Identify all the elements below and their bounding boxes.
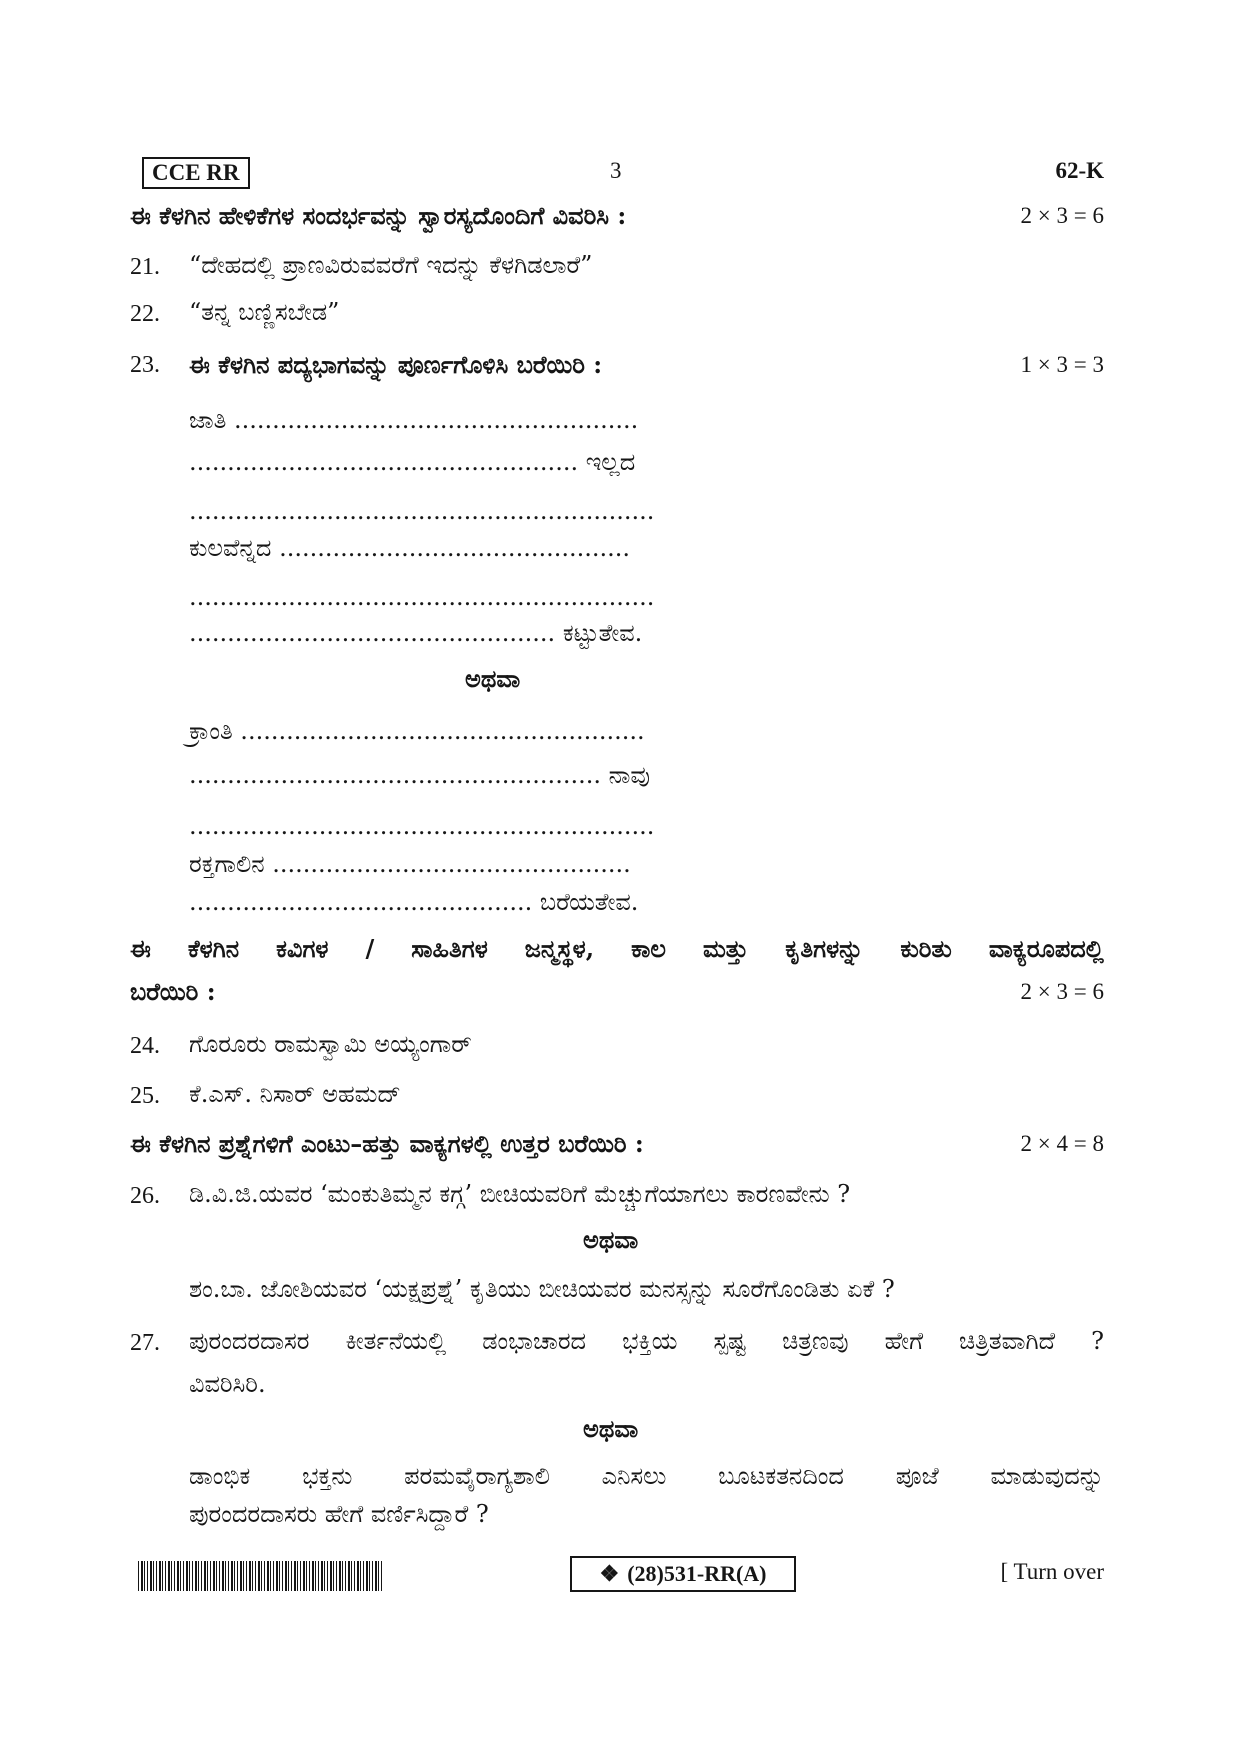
instruction-word: ಕೆಳಗಿನ bbox=[187, 934, 240, 963]
poem-line: ............................................................. bbox=[189, 812, 655, 840]
or-label: ಅಥವಾ bbox=[583, 1225, 639, 1254]
instruction-word: ಮತ್ತು bbox=[702, 934, 749, 963]
question-word: ಸ್ಪಷ್ಟ bbox=[713, 1327, 747, 1355]
question-text: ಕೆ.ಎಸ್. ನಿಸಾರ್ ಅಹಮದ್ bbox=[189, 1080, 401, 1108]
question-word: ಕೀರ್ತನೆಯಲ್ಲಿ bbox=[345, 1327, 447, 1355]
question-word: ಪರಮವೈರಾಗ್ಯಶಾಲಿ bbox=[404, 1462, 550, 1490]
question-number: 22. bbox=[130, 301, 160, 327]
question-word: ಹೇಗೆ bbox=[884, 1327, 924, 1355]
question-number: 26. bbox=[130, 1183, 160, 1209]
barcode bbox=[138, 1561, 382, 1591]
question-number: 23. bbox=[130, 352, 160, 378]
poem-line: ರಕ್ತಗಾಲಿನ ............................................... bbox=[189, 850, 631, 878]
question-alternative bbox=[189, 1462, 1104, 1490]
question-instruction: ಈ ಕೆಳಗಿನ ಪದ್ಯಭಾಗವನ್ನು ಪೂರ್ಣಗೊಳಿಸಿ ಬರೆಯಿರಿ : bbox=[189, 350, 603, 379]
question-word: ಡಾಂಭಿಕ bbox=[189, 1462, 251, 1490]
paper-code: 62-K bbox=[1055, 158, 1104, 183]
instruction-word: ಕುರಿತು bbox=[900, 934, 952, 963]
question-word: ಪುರಂದರದಾಸರ bbox=[189, 1327, 310, 1355]
question-text: “ದೇಹದಲ್ಲಿ ಪ್ರಾಣವಿರುವವರೆಗೆ ಇದನ್ನು ಕೆಳಗಿಡಲಾರೆ” bbox=[189, 251, 593, 279]
question-word: ಪೂಜೆ bbox=[895, 1462, 939, 1490]
question-word: ? bbox=[1091, 1327, 1104, 1355]
question-marks: 1 × 3 = 3 bbox=[1020, 352, 1104, 377]
instruction-word: ವಾಕ್ಯರೂಪದಲ್ಲಿ bbox=[988, 934, 1104, 963]
poem-line: ...................................................... ನಾವು bbox=[189, 761, 650, 789]
section-instruction bbox=[130, 934, 1104, 963]
section-instruction: ಈ ಕೆಳಗಿನ ಪ್ರಶ್ನೆಗಳಿಗೆ ಎಂಟು–ಹತ್ತು ವಾಕ್ಯಗಳಲ್ಲಿ ಉತ್ತರ ಬರೆಯಿರಿ : bbox=[130, 1129, 644, 1158]
instruction-word: ಕಾಲ bbox=[631, 934, 666, 963]
question-alternative-cont: ಪುರಂದರದಾಸರು ಹೇಗೆ ವರ್ಣಿಸಿದ್ದಾರೆ ? bbox=[189, 1500, 489, 1528]
question-text: ಡಿ.ವಿ.ಜಿ.ಯವರ ‘ಮಂಕುತಿಮ್ಮನ ಕಗ್ಗ’ ಬೀಚಿಯವರಿಗೆ ಮೆಚ್ಚುಗೆಯಾಗಲು ಕಾರಣವೇನು ? bbox=[189, 1180, 851, 1208]
question-text-cont: ವಿವರಿಸಿರಿ. bbox=[189, 1370, 266, 1398]
turn-over-label: [ Turn over bbox=[1000, 1559, 1104, 1584]
poem-line: ಜಾತಿ ..................................................... bbox=[189, 406, 639, 434]
question-alternative: ಶಂ.ಬಾ. ಜೋಶಿಯವರ ‘ಯಕ್ಷಪ್ರಶ್ನೆ’ ಕೃತಿಯು ಬೀಚಿಯವರ ಮನಸ್ಸನ್ನು ಸೂರೆಗೊಂಡಿತು ಏಕೆ ? bbox=[189, 1275, 895, 1303]
instruction-word: ಕವಿಗಳ bbox=[276, 934, 329, 963]
instruction-word: ಈ bbox=[130, 934, 151, 963]
question-number: 21. bbox=[130, 254, 160, 280]
instruction-word: ಜನ್ಮಸ್ಥಳ, bbox=[524, 934, 595, 963]
footer-code: (28)531-RR(A) bbox=[627, 1561, 767, 1586]
instruction-word: ಸಾಹಿತಿಗಳ bbox=[411, 934, 488, 963]
section-marks: 2 × 3 = 6 bbox=[1020, 203, 1104, 228]
question-number: 25. bbox=[130, 1083, 160, 1109]
question-number: 27. bbox=[130, 1330, 160, 1356]
question-word: ಚಿತ್ರಿತವಾಗಿದೆ bbox=[959, 1327, 1056, 1355]
poem-line: ............................................................. bbox=[189, 583, 655, 611]
question-word: ಭಕ್ತನು bbox=[302, 1462, 353, 1490]
page-number: 3 bbox=[610, 158, 622, 183]
or-label: ಅಥವಾ bbox=[465, 664, 521, 693]
footer-code-box bbox=[570, 1556, 796, 1592]
question-text bbox=[189, 1327, 1104, 1355]
question-text: ಗೊರೂರು ರಾಮಸ್ವಾಮಿ ಅಯ್ಯಂಗಾರ್ bbox=[189, 1030, 472, 1058]
poem-line: ಕುಲವೆನ್ನದ .............................................. bbox=[189, 534, 630, 562]
instruction-word: / bbox=[365, 934, 375, 963]
diamond-icon: ❖ bbox=[599, 1561, 620, 1586]
question-word: ಚಿತ್ರಣವು bbox=[782, 1327, 849, 1355]
section-instruction-cont: ಬರೆಯಿರಿ : bbox=[130, 977, 216, 1006]
section-marks: 2 × 4 = 8 bbox=[1020, 1131, 1104, 1156]
poem-line: ............................................................. bbox=[189, 497, 655, 525]
paper-type-box: CCE RR bbox=[142, 157, 250, 189]
or-label: ಅಥವಾ bbox=[583, 1414, 639, 1443]
poem-line: ಕ್ರಾಂತಿ ..................................................... bbox=[189, 717, 645, 745]
poem-line: ................................................ ಕಟ್ಟುತೇವ. bbox=[189, 619, 643, 647]
question-word: ಮಾಡುವುದನ್ನು bbox=[990, 1462, 1104, 1490]
question-number: 24. bbox=[130, 1033, 160, 1059]
question-word: ಎನಿಸಲು bbox=[601, 1462, 667, 1490]
question-word: ಡಂಭಾಚಾರದ bbox=[482, 1327, 587, 1355]
question-text: “ತನ್ನ ಬಣ್ಣಿಸಬೇಡ” bbox=[189, 298, 340, 326]
section-instruction: ಈ ಕೆಳಗಿನ ಹೇಳಿಕೆಗಳ ಸಂದರ್ಭವನ್ನು ಸ್ವಾರಸ್ಯದೊಂದಿಗೆ ವಿವರಿಸಿ : bbox=[130, 201, 627, 230]
instruction-word: ಕೃತಿಗಳನ್ನು bbox=[785, 934, 864, 963]
question-word: ಬೂಟಕತನದಿಂದ bbox=[718, 1462, 844, 1490]
poem-line: ................................................... ಇಲ್ಲದ bbox=[189, 448, 636, 476]
question-word: ಭಕ್ತಿಯ bbox=[622, 1327, 678, 1355]
section-marks: 2 × 3 = 6 bbox=[1020, 979, 1104, 1004]
poem-line: ............................................. ಬರೆಯತೇವ. bbox=[189, 888, 639, 916]
